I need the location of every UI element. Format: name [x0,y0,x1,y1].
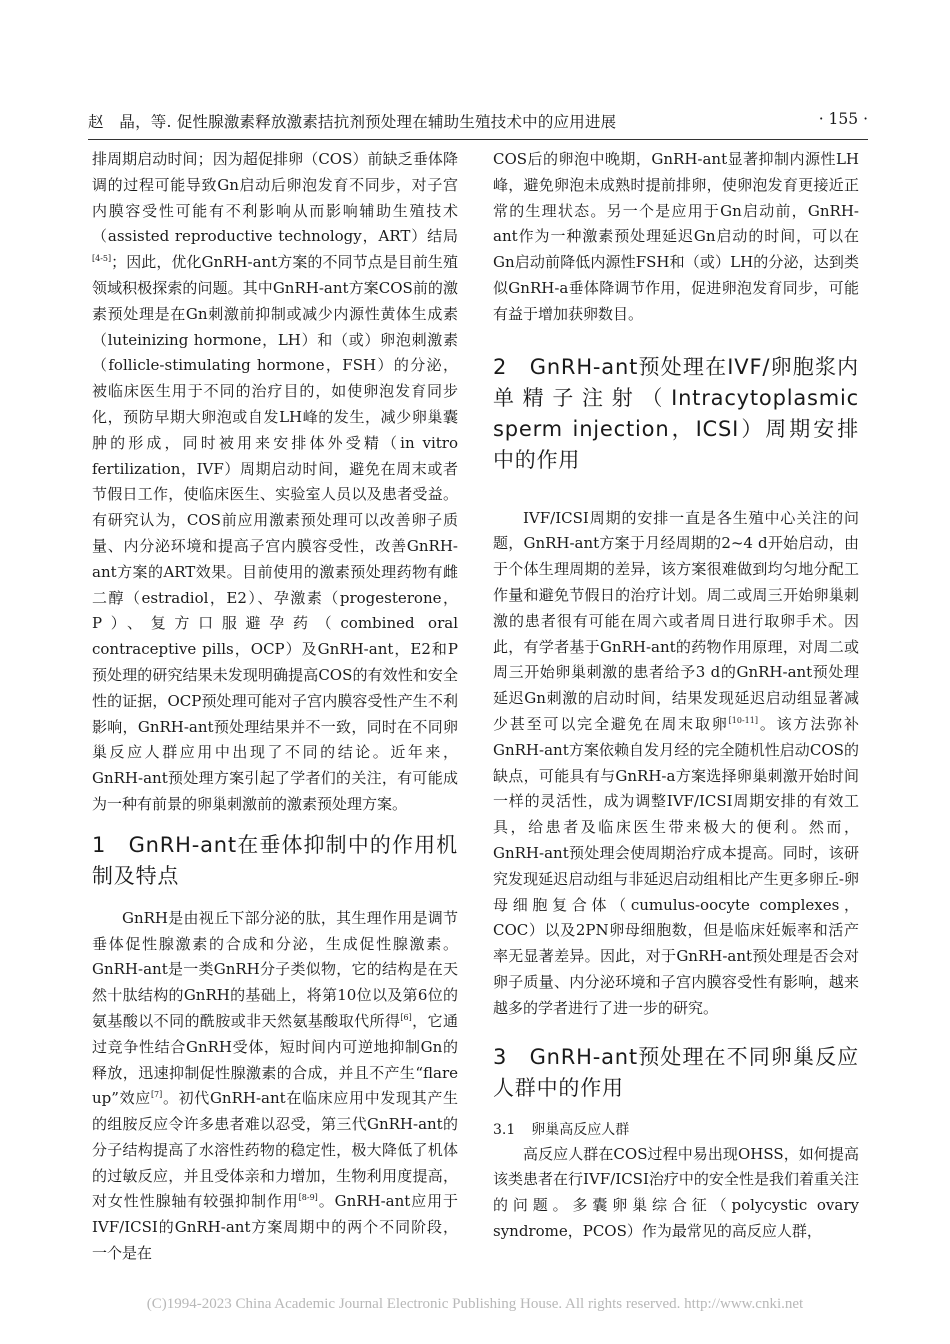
section-2-heading: 2 GnRH-ant预处理在IVF/卵胞浆内单精子注射（Intracytoplasmic sperm injection，ICSI）周期安排中的作用 [493,354,859,472]
right-column [493,147,859,1245]
citation[interactable]: [7] [150,1090,163,1100]
subsection-3-1-heading: 3.1 卵巢高反应人群 [493,1121,630,1138]
paragraph-cycle-scheduling: IVF/ICSI周期的安排一直是各生殖中心关注的问题，GnRH-ant方案于月经周期的2~4 d开始启动，由于个体生理周期的差异，该方案很难做到均匀地分配工作量和避免节假日的治疗计划。周二或周三开始卵巢刺激的患者很有可能在周六或者周日进行取卵手术。因此，有学者基于GnRH-ant的药物作用原理，对周二或周三开始卵巢刺激的患者给予3 d的GnRH-ant预处理延迟Gn刺激的启动时间，结果发现延迟启动组显著减少甚至可以完全避免在周末取卵[10-11]。该方法弥补GnRH-ant方案依赖自发月经的完全随机性启动COS的缺点，可能具有与GnRH-a方案选择卵巢刺激开始时间一样的灵活性，成为调整IVF/ICSI周期安排的有效工具，给患者及临床医生带来极大的便利。然而，GnRH-ant预处理会使周期治疗成本提高。同时，该研究发现延迟启动组与非延迟启动组相比产生更多卵丘-卵母细胞复合体（cumulus-oocyte complexes，COC）以及2PN卵母细胞数，但是临床妊娠率和活产率无显著差异。因此，对于GnRH-ant预处理是否会对卵子质量、内分泌环境和子宫内膜容受性有影响，越来越多的学者进行了进一步的研究。 [493,508,859,1017]
section-1-heading: 1 GnRH-ant在垂体抑制中的作用机制及特点 [92,832,458,888]
header-rule [88,139,868,140]
running-header [88,110,868,138]
paragraph-intro-continued: 排周期启动时间；因为超促排卵（COS）前缺乏垂体降调的过程可能导致Gn启动后卵泡发育不同步，对子宫内膜容受性可能有不利影响从而影响辅助生殖技术（assisted reproductive technology，ART）结局[4-5]；因此，优化GnRH-ant方案的不同节点是目前生殖领域积极探索的问题。其中GnRH-ant方案COS前的激素预处理是在Gn刺激前抑制或减少内源性黄体生成素（luteinizing hormone，LH）和（或）卵泡刺激素（follicle-stimulating hormone，FSH）的分泌，被临床医生用于不同的治疗目的，如使卵泡发育同步化，预防早期大卵泡或自发LH峰的发生，减少卵巢囊肿的形成，同时被用来安排体外受精（in vitro fertilization，IVF）周期启动时间，避免在周末或者节假日工作，使临床医生、实验室人员以及患者受益。有研究认为，COS前应用激素预处理可以改善卵子质量、内分泌环境和提高子宫内膜容受性，改善GnRH-ant方案的ART效果。目前使用的激素预处理药物有雌二醇（estradiol，E2）、孕激素（progesterone，P）、复方口服避孕药（combined oral contraceptive pills，OCP）及GnRH-ant，E2和P预处理的研究结果未发现明确提高COS的有效性和安全性的证据，OCP预处理可能对子宫内膜容受性产生不利影响，GnRH-ant预处理结果并不一致，同时在不同卵巢反应人群应用中出现了不同的结论。近年来，GnRH-ant预处理方案引起了学者们的关注，有可能成为一种有前景的卵巢刺激前的激素预处理方案。 [92,150,458,813]
paragraph-gnrh-mechanism: GnRH是由视丘下部分泌的肽，其生理作用是调节垂体促性腺激素的合成和分泌，生成促性腺激素。GnRH-ant是一类GnRH分子类似物，它的结构是在天然十肽结构的GnRH的基础上，将第10位以及第6位的氨基酸以不同的酰胺或非天然氨基酸取代所得[6]，它通过竞争性结合GnRH受体，短时间内可逆地抑制Gn的释放，迅速抑制促性腺激素的合成，并且不产生“flare up”效应[7]。初代GnRH-ant在临床应用中发现其产生的组胺反应令许多患者难以忍受，第三代GnRH-ant的分子结构提高了水溶性药物的稳定性，极大降低了机体的过敏反应，并且受体亲和力增加，生物利用度提高，对女性性腺轴有较强抑制作用[8-9]。GnRH-ant应用于IVF/ICSI的GnRH-ant方案周期中的两个不同阶段，一个是在 [92,908,458,1263]
paragraph-high-responders: 高反应人群在COS过程中易出现OHSS，如何提高该类患者在行IVF/ICSI治疗中的安全性是我们着重关注的问题。多囊卵巢综合征（polycystic ovary syndrome，PCOS）作为最常见的高反应人群， [493,1144,859,1240]
copyright-footer: (C)1994-2023 China Academic Journal Electronic Publishing House. All rights reserved. http://www.cnki.net [146,1296,804,1312]
left-column [92,147,458,1267]
citation[interactable]: [10-11] [728,715,758,725]
page-number: · 155 · [818,110,868,128]
paragraph-gnrh-phases: COS后的卵泡中晚期，GnRH-ant显著抑制内源性LH峰，避免卵泡未成熟时提前排卵，使卵泡发育更接近正常的生理状态。另一个是应用于Gn启动前，GnRH-ant作为一种激素预处理延迟Gn启动的时间，可以在Gn启动前降低内源性FSH和（或）LH的分泌，达到类似GnRH-a垂体降调节作用，促进卵泡发育同步，可能有益于增加获卵数目。 [493,150,859,323]
citation[interactable]: [8-9] [298,1193,318,1203]
section-3-heading: 3 GnRH-ant预处理在不同卵巢反应人群中的作用 [493,1044,859,1100]
citation[interactable]: [6] [400,1012,412,1022]
citation[interactable]: [4-5] [92,254,112,264]
running-title: 赵 晶，等. 促性腺激素释放激素拮抗剂预处理在辅助生殖技术中的应用进展 [88,113,617,131]
